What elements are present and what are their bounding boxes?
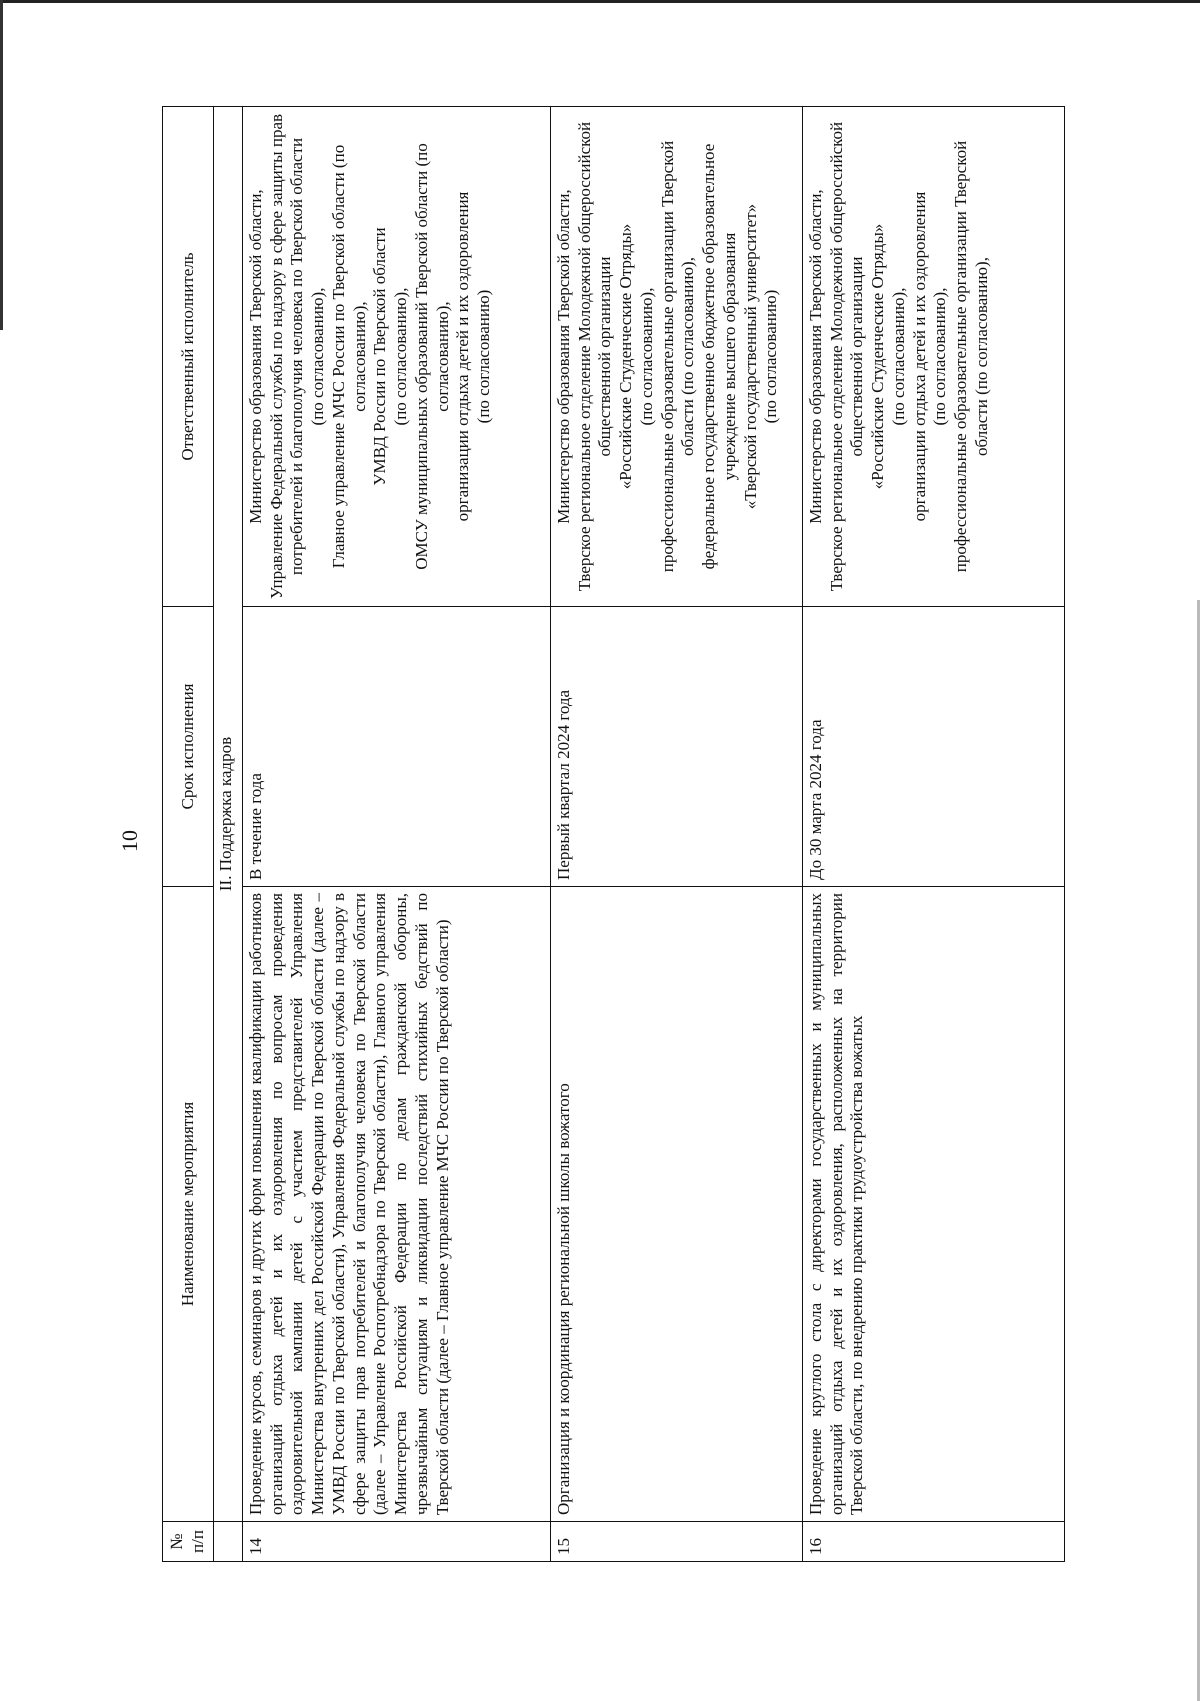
responsible-line: «Российские Студенческие Отряды» [616, 223, 636, 490]
responsible-line: Главное управление МЧС России по Тверской области (по согласованию), [328, 144, 369, 569]
header-num: № п/п [163, 1522, 214, 1562]
responsible-executor [243, 107, 551, 607]
responsible-line: (по согласованию) [761, 289, 781, 424]
responsible-line: (по согласованию) [474, 289, 494, 424]
rotated-table-container [162, 107, 1058, 1562]
section-row [214, 107, 243, 1562]
page-number: 10 [117, 830, 142, 852]
responsible-line: профессиональные образовательные организации Тверской области (по согласованию), [657, 140, 698, 573]
section-title: II. Поддержка кадров [214, 107, 243, 1522]
responsible-line: (по согласованию), [930, 287, 950, 426]
header-responsible: Ответственный исполнитель [163, 107, 214, 607]
responsible-line: Тверское региональное отделение Молодежной общероссийской общественной организации [574, 121, 615, 592]
responsible-line: Министерство образования Тверской области, [806, 189, 825, 524]
deadline: В течение года [243, 607, 551, 887]
section-spacer [214, 1522, 243, 1562]
activity-name: Проведение круглого стола с директорами государственных и муниципальных организаций отдыха детей и их оздоровления, расположенных на территории Тверской области, по внедрению практики трудоустройства вожатых [803, 887, 1065, 1522]
responsible-line: ОМСУ муниципальных образований Тверской области (по согласованию), [411, 143, 452, 570]
table-row [803, 107, 1065, 1562]
responsible-line: Министерство образования Тверской области, [554, 189, 573, 524]
table-row [551, 107, 803, 1562]
row-number: 16 [803, 1522, 1065, 1562]
responsible-line: федеральное государственное бюджетное образовательное учреждение высшего образования [699, 143, 739, 570]
responsible-line: УМВД России по Тверской области [370, 227, 390, 486]
scan-edge-left [0, 0, 3, 330]
responsible-line: организации отдыха детей и их оздоровления [453, 191, 473, 522]
responsible-line: Министерство образования Тверской области, [246, 189, 265, 524]
table-header-row [163, 107, 214, 1562]
scan-edge-top [0, 0, 1200, 3]
header-name: Наименование мероприятия [163, 887, 214, 1522]
responsible-executor [551, 107, 803, 607]
responsible-line: (по согласованию), [636, 287, 656, 426]
responsible-line: «Тверской государственный университет» [740, 203, 760, 510]
activity-name: Организация и координация региональной школы вожатого [551, 887, 803, 1522]
row-number: 14 [243, 1522, 551, 1562]
deadline: Первый квартал 2024 года [551, 607, 803, 887]
activities-table [162, 106, 1065, 1562]
activity-name: Проведение курсов, семинаров и других форм повышения квалификации работников организаций отдыха детей и их оздоровления по вопросам проведения оздоровительной кампании детей с участием представителей Управления Министерства внутренних дел Российской Федерации по Тверской области (далее – УМВД России по Тверской области), Управления Федеральной службы по надзору в сфере защиты прав потребителей и благополучия человека по Тверской области (далее – Управление Роспотребнадзора по Тверской области), Главного управления Министерства Российской Федерации по делам гражданской обороны, чрезвычайным ситуациям и ликвидации последствий стихийных бедствий по Тверской области (далее – Главное управление МЧС России по Тверской области) [243, 887, 551, 1522]
responsible-executor [803, 107, 1065, 607]
responsible-line: Управление Федеральной службы по надзору в сфере защиты прав потребителей и благополучия человека по Тверской области [266, 113, 307, 600]
responsible-line: (по согласованию), [308, 287, 328, 426]
table-row [243, 107, 551, 1562]
responsible-line: (по согласованию), [391, 287, 411, 426]
row-number: 15 [551, 1522, 803, 1562]
responsible-line: организации отдыха детей и их оздоровления [909, 191, 929, 522]
header-date: Срок исполнения [163, 607, 214, 887]
responsible-line: (по согласованию), [888, 287, 908, 426]
deadline: До 30 марта 2024 года [803, 607, 1065, 887]
responsible-line: профессиональные образовательные организации Тверской области (по согласованию), [951, 140, 991, 573]
responsible-line: Тверское региональное отделение Молодежной общероссийской общественной организации [826, 121, 867, 592]
responsible-line: «Российские Студенческие Отряды» [868, 223, 888, 490]
